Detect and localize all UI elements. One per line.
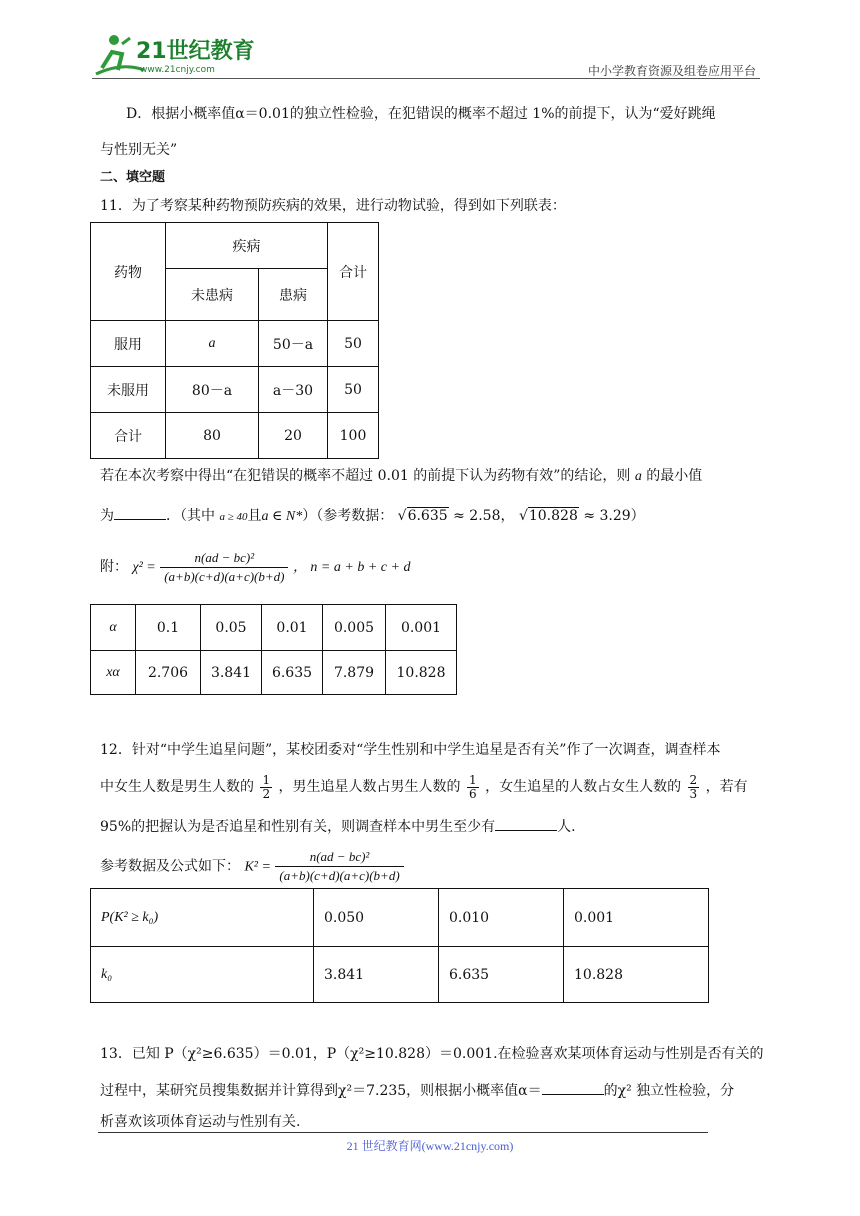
q13-line2	[100, 1080, 734, 1101]
q11-formula	[100, 548, 410, 587]
frac-den: 2	[262, 786, 271, 801]
formula-lhs: χ² =	[132, 560, 156, 575]
table-cell: 3.841	[314, 947, 439, 1003]
logo-url: www.21cnjy.com	[140, 65, 215, 75]
table-cell: 0.1	[136, 605, 201, 651]
q11-ref1-approx: ≈ 2.58，	[453, 508, 515, 524]
q12-text-b: ，男生追星人数占男生人数的	[278, 779, 461, 795]
probability-table	[90, 888, 709, 1003]
critical-value-table	[90, 604, 457, 695]
q11-cond-and: 且	[247, 508, 262, 524]
q12-text-f: 人.	[557, 819, 576, 835]
footer-divider	[98, 1132, 708, 1133]
fraction-half	[260, 774, 272, 801]
formula-n: ， n = a + b + c + d	[292, 560, 411, 575]
q12-line2	[100, 772, 748, 802]
q11-var-a: a	[634, 469, 642, 484]
fraction-sixth	[467, 774, 479, 801]
q11-answer-line	[100, 505, 645, 527]
table-cell: 0.005	[323, 605, 386, 651]
q12-ref-label: 参考数据及公式如下：	[100, 858, 240, 875]
logo-text: 21世纪教育	[136, 39, 255, 64]
table-cell: 6.635	[439, 947, 564, 1003]
q12-line3	[100, 816, 576, 837]
table-cell: 6.635	[262, 651, 323, 695]
fraction-two-thirds	[688, 774, 700, 801]
q13-line3: 析喜欢该项体育运动与性别有关.	[100, 1114, 301, 1130]
q11-cond-set: a ∈ N*	[261, 509, 303, 524]
q10-option-d-line2: 与性别无关”	[100, 142, 178, 158]
q13-answer-blank[interactable]	[542, 1080, 604, 1095]
frac-num: 1	[469, 772, 477, 787]
formula-label: 附：	[100, 559, 128, 575]
q11-ref2-approx: ≈ 3.29）	[583, 508, 645, 524]
table-header-drug: 药物	[91, 223, 166, 321]
table-cell: 0.001	[564, 889, 709, 947]
frac-den: 3	[689, 786, 698, 801]
table-cell: a－30	[259, 367, 328, 413]
q11-answer-blank[interactable]	[114, 505, 166, 520]
q11-condition-text: 若在本次考察中得出“在犯错误的概率不超过 0.01 的前提下认为药物有效”的结论，则	[100, 468, 631, 484]
table-cell: 10.828	[564, 947, 709, 1003]
footer-link[interactable]: 21 世纪教育网(www.21cnjy.com)	[346, 1139, 514, 1153]
table-cell: 20	[259, 413, 328, 459]
table-cell: 10.828	[386, 651, 457, 695]
q12-text-a: 中女生人数是男生人数的	[100, 779, 254, 795]
q12-text-c: ，女生追星的人数占女生人数的	[485, 779, 682, 795]
table-cell: 合计	[91, 413, 166, 459]
table-cell: 0.01	[262, 605, 323, 651]
table-cell: k₀	[91, 947, 314, 1003]
formula-numerator: n(ad − bc)²	[275, 848, 403, 867]
q10-option-d-line1: D．根据小概率值α＝0.01的独立性检验，在犯错误的概率不超过 1%的前提下，认为“爱好跳绳	[126, 106, 716, 122]
sqrt-icon: √	[397, 508, 407, 524]
table-cell: P(K² ≥ k₀)	[91, 889, 314, 947]
table-cell: 2.706	[136, 651, 201, 695]
table-cell: 0.050	[314, 889, 439, 947]
q13-text-b: 的χ² 独立性检验，分	[603, 1083, 735, 1099]
formula-numerator: n(ad − bc)²	[160, 549, 288, 568]
q13-text-a: 过程中，某研究员搜集数据并计算得到χ²＝7.235，则根据小概率值α＝	[100, 1083, 542, 1099]
table-cell: 未服用	[91, 367, 166, 413]
table-cell: 100	[328, 413, 379, 459]
q12-formula	[100, 848, 404, 886]
table-cell: 3.841	[201, 651, 262, 695]
formula-lhs: K² =	[244, 859, 271, 875]
table-cell: 0.05	[201, 605, 262, 651]
q13-line1: 13．已知 P（χ²≥6.635）＝0.01，P（χ²≥10.828）＝0.001.在检验喜欢某项体育运动与性别是否有关的	[100, 1046, 764, 1062]
formula-fraction	[275, 848, 403, 885]
frac-num: 2	[689, 772, 698, 787]
q11-condition-line	[100, 466, 702, 487]
table-cell: 0.010	[439, 889, 564, 947]
table-cell: 80	[166, 413, 259, 459]
q11-answer-prefix: 为	[100, 508, 114, 524]
table-cell: 50－a	[259, 321, 328, 367]
q11-ref2: 10.828	[528, 508, 578, 524]
table-header-total: 合计	[328, 223, 379, 321]
table-cell: 7.879	[323, 651, 386, 695]
q11-condition-end: 的最小值	[646, 468, 703, 484]
frac-den: 6	[469, 786, 477, 801]
table-cell: xα	[91, 651, 136, 695]
frac-num: 1	[262, 772, 271, 787]
q11-stem: 11．为了考察某种药物预防疾病的效果，进行动物试验，得到如下列联表：	[100, 198, 566, 214]
table-cell: a	[166, 321, 259, 367]
q12-line1: 12．针对“中学生追星问题”，某校团委对“学生性别和中学生追星是否有关”作了一次调查，调查样本	[100, 742, 721, 758]
q12-answer-blank[interactable]	[495, 816, 557, 831]
table-cell: 50	[328, 367, 379, 413]
formula-denominator: (a+b)(c+d)(a+c)(b+d)	[279, 868, 400, 883]
section-title: 二、填空题	[100, 170, 166, 185]
q11-ref1: 6.635	[407, 508, 448, 524]
table-cell: 50	[328, 321, 379, 367]
q11-ref-label: ）（参考数据：	[302, 508, 394, 524]
table-header-disease: 疾病	[166, 223, 328, 269]
header-platform-name: 中小学教育资源及组卷应用平台	[587, 64, 756, 78]
sqrt-icon: √	[518, 508, 528, 524]
table-cell: 0.001	[386, 605, 457, 651]
contingency-table	[90, 222, 379, 459]
table-cell: 80－a	[166, 367, 259, 413]
q12-text-e: 95%的把握认为是否追星和性别有关，则调查样本中男生至少有	[100, 819, 496, 835]
formula-fraction	[160, 549, 288, 586]
q11-note-open: ．（其中	[166, 508, 215, 524]
table-cell: 服用	[91, 321, 166, 367]
site-logo	[92, 30, 262, 78]
formula-denominator: (a+b)(c+d)(a+c)(b+d)	[164, 568, 285, 584]
q11-cond-a: a ≥ 40	[219, 511, 248, 523]
table-header-not-sick: 未患病	[166, 269, 259, 321]
table-cell: α	[91, 605, 136, 651]
q12-text-d: ，若有	[705, 779, 748, 795]
table-header-sick: 患病	[259, 269, 328, 321]
header-divider	[92, 78, 760, 79]
